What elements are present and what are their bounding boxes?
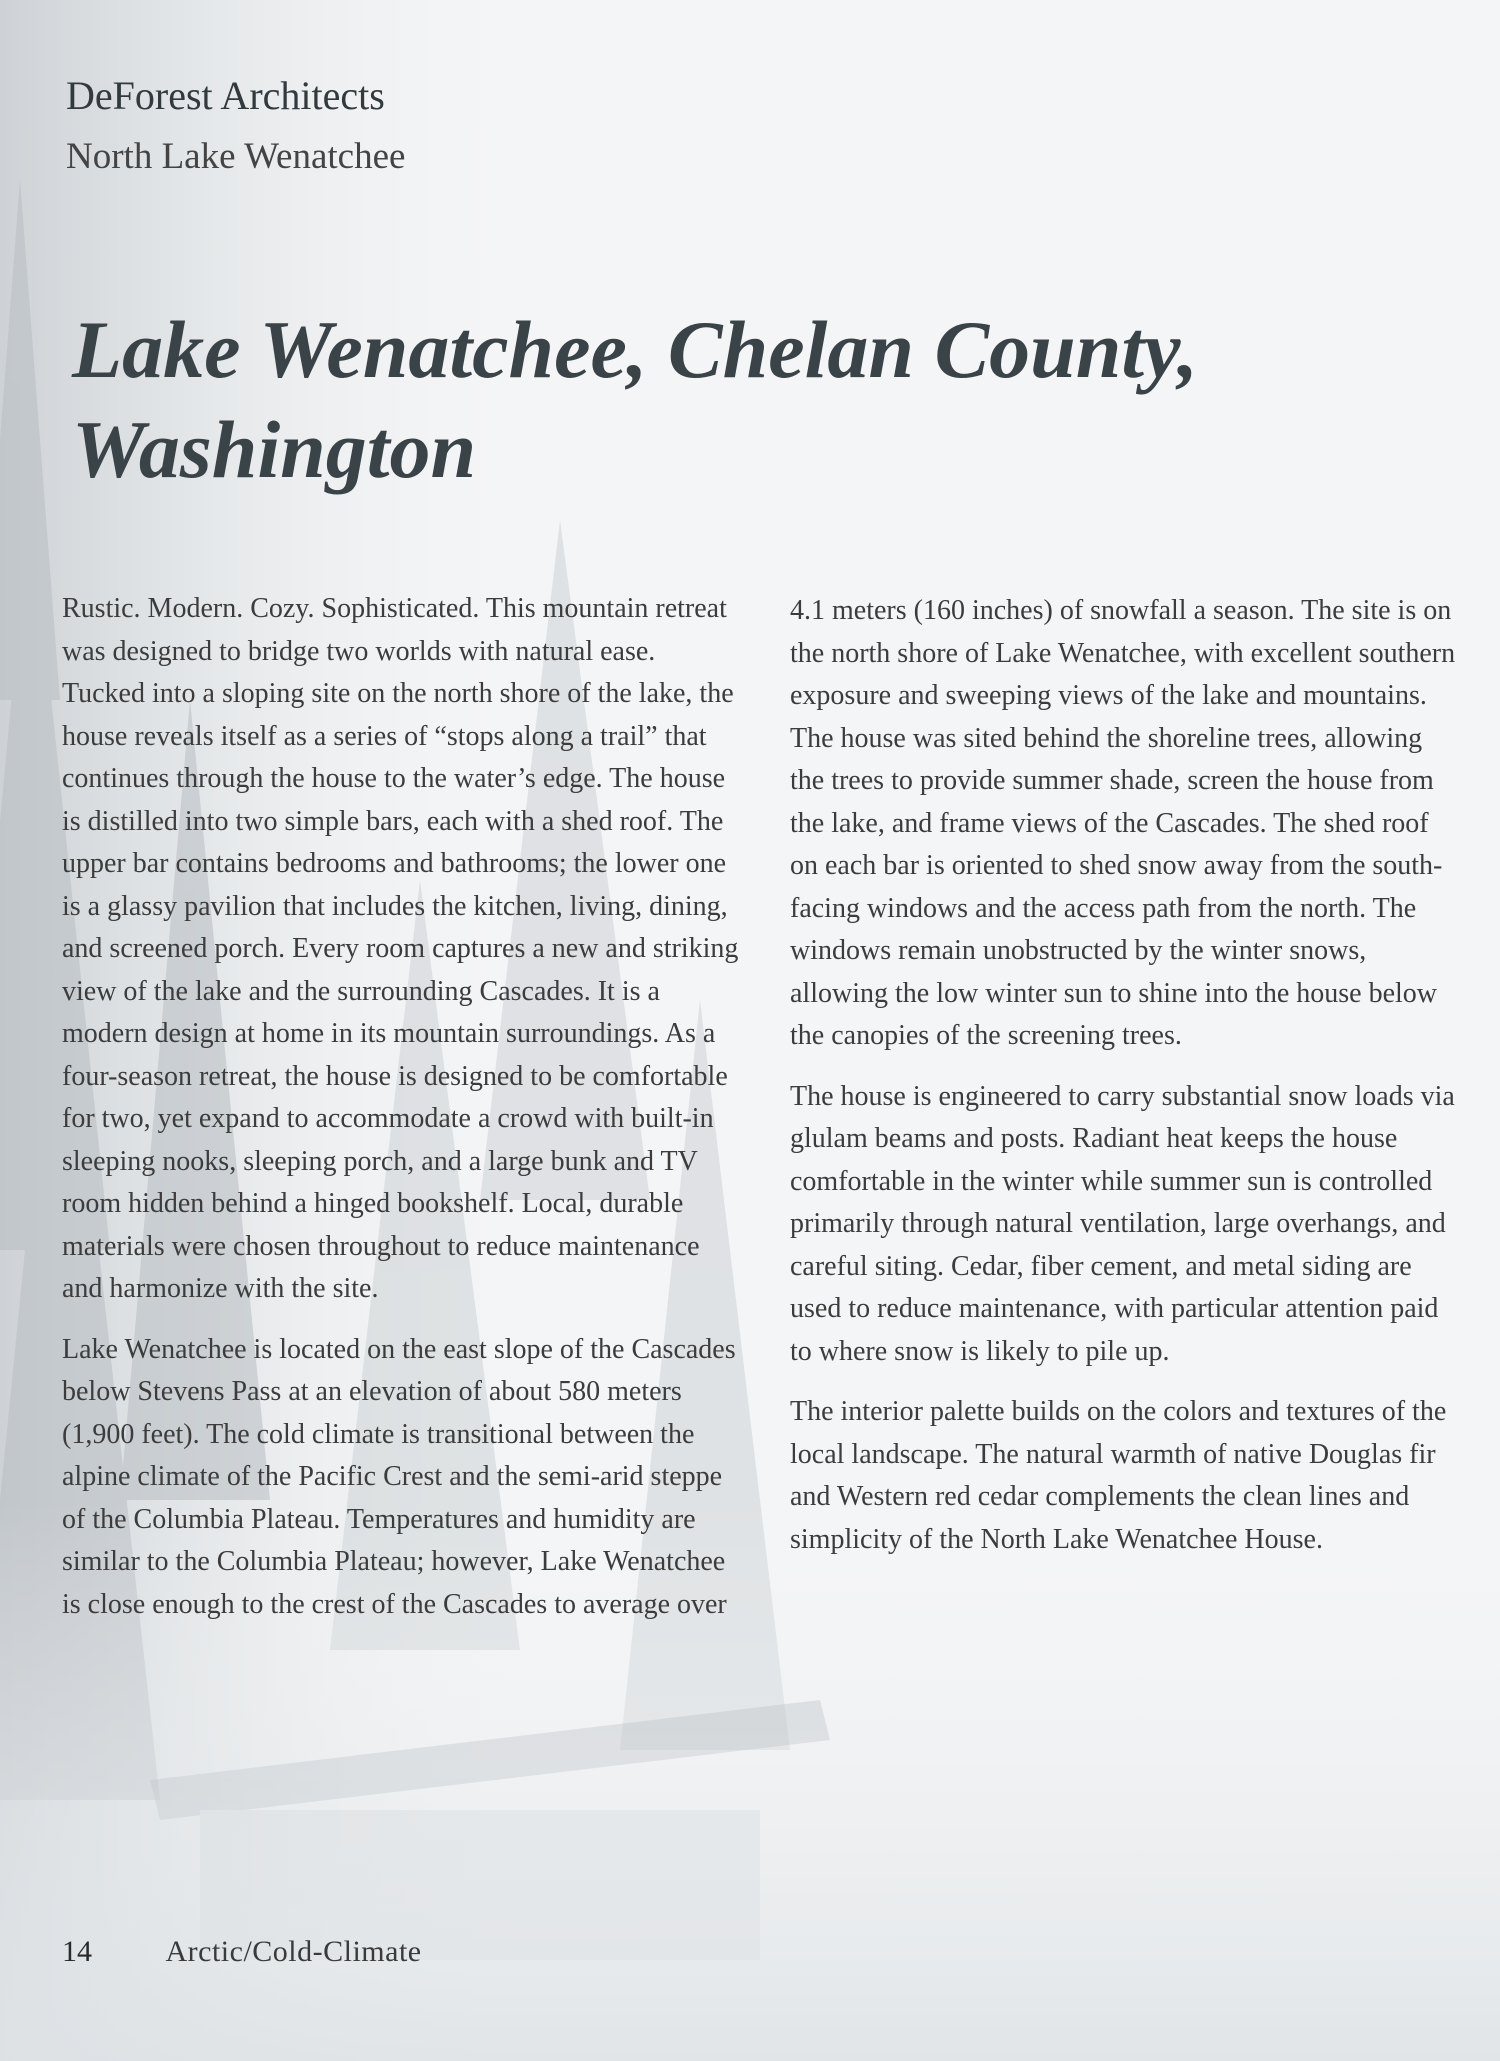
right-column xyxy=(790,590,1460,1579)
left-column xyxy=(62,588,742,1644)
paragraph: Rustic. Modern. Cozy. Sophisticated. This mountain retreat was designed to bridge two worlds with natural ease. Tucked into a sloping site on the north shore of the lake, the house reveals itself as a series of “stops along a trail” that continues through the house to the water’s edge. The house is distilled into two simple bars, each with a shed roof. The upper bar contains bedrooms and bathrooms; the lower one is a glassy pavilion that includes the kitchen, living, dining, and screened porch. Every room captures a new and striking view of the lake and the surrounding Cascades. It is a modern design at home in its mountain surroundings. As a four-season retreat, the house is designed to be comfortable for two, yet expand to accommodate a crowd with built-in sleeping nooks, sleeping porch, and a large bunk and TV room hidden behind a hinged bookshelf. Local, durable materials were chosen throughout to reduce maintenance and harmonize with the site. xyxy=(62,593,739,1304)
project-name: North Lake Wenatchee xyxy=(66,136,406,177)
title-line-1: Lake Wenatchee, Chelan County, xyxy=(72,304,1199,395)
paragraph: The house is engineered to carry substantial snow loads via glulam beams and posts. Radiant heat keeps the house comfortable in the winter while summer sun is controlled primarily through natural ventilation, large overhangs, and careful siting. Cedar, fiber cement, and metal siding are used to reduce maintenance, with particular attention paid to where snow is likely to pile up. xyxy=(790,1080,1455,1367)
paragraph: 4.1 meters (160 inches) of snowfall a season. The site is on the north shore of Lake Wenatchee, with excellent southern exposure and sweeping views of the lake and mountains. The house was sited behind the shoreline trees, allowing the trees to provide summer shade, screen the house from the lake, and frame views of the Cascades. The shed roof on each bar is oriented to shed snow away from the south-facing windows and the access path from the north. The windows remain unobstructed by the winter snows, allowing the low winter sun to shine into the house below the canopies of the screening trees. xyxy=(790,595,1456,1051)
paragraph: Lake Wenatchee is located on the east slope of the Cascades below Stevens Pass at an elevation of about 580 meters (1,900 feet). The cold climate is transitional between the alpine climate of the Pacific Crest and the semi-arid steppe of the Columbia Plateau. Temperatures and humidity are similar to the Columbia Plateau; however, Lake Wenatchee is close enough to the crest of the Cascades to average over xyxy=(62,1333,736,1620)
title-line-2: Washington xyxy=(72,404,477,495)
section-name: Arctic/Cold-Climate xyxy=(165,1935,422,1968)
firm-name: DeForest Architects xyxy=(66,73,385,118)
paragraph: The interior palette builds on the colors and textures of the local landscape. The natural warmth of native Douglas fir and Western red cedar complements the clean lines and simplicity of the North Lake Wenatchee House. xyxy=(790,1396,1447,1555)
page-number: 14 xyxy=(62,1935,92,1968)
page-footer xyxy=(62,1935,422,1969)
article-title xyxy=(72,300,1372,500)
